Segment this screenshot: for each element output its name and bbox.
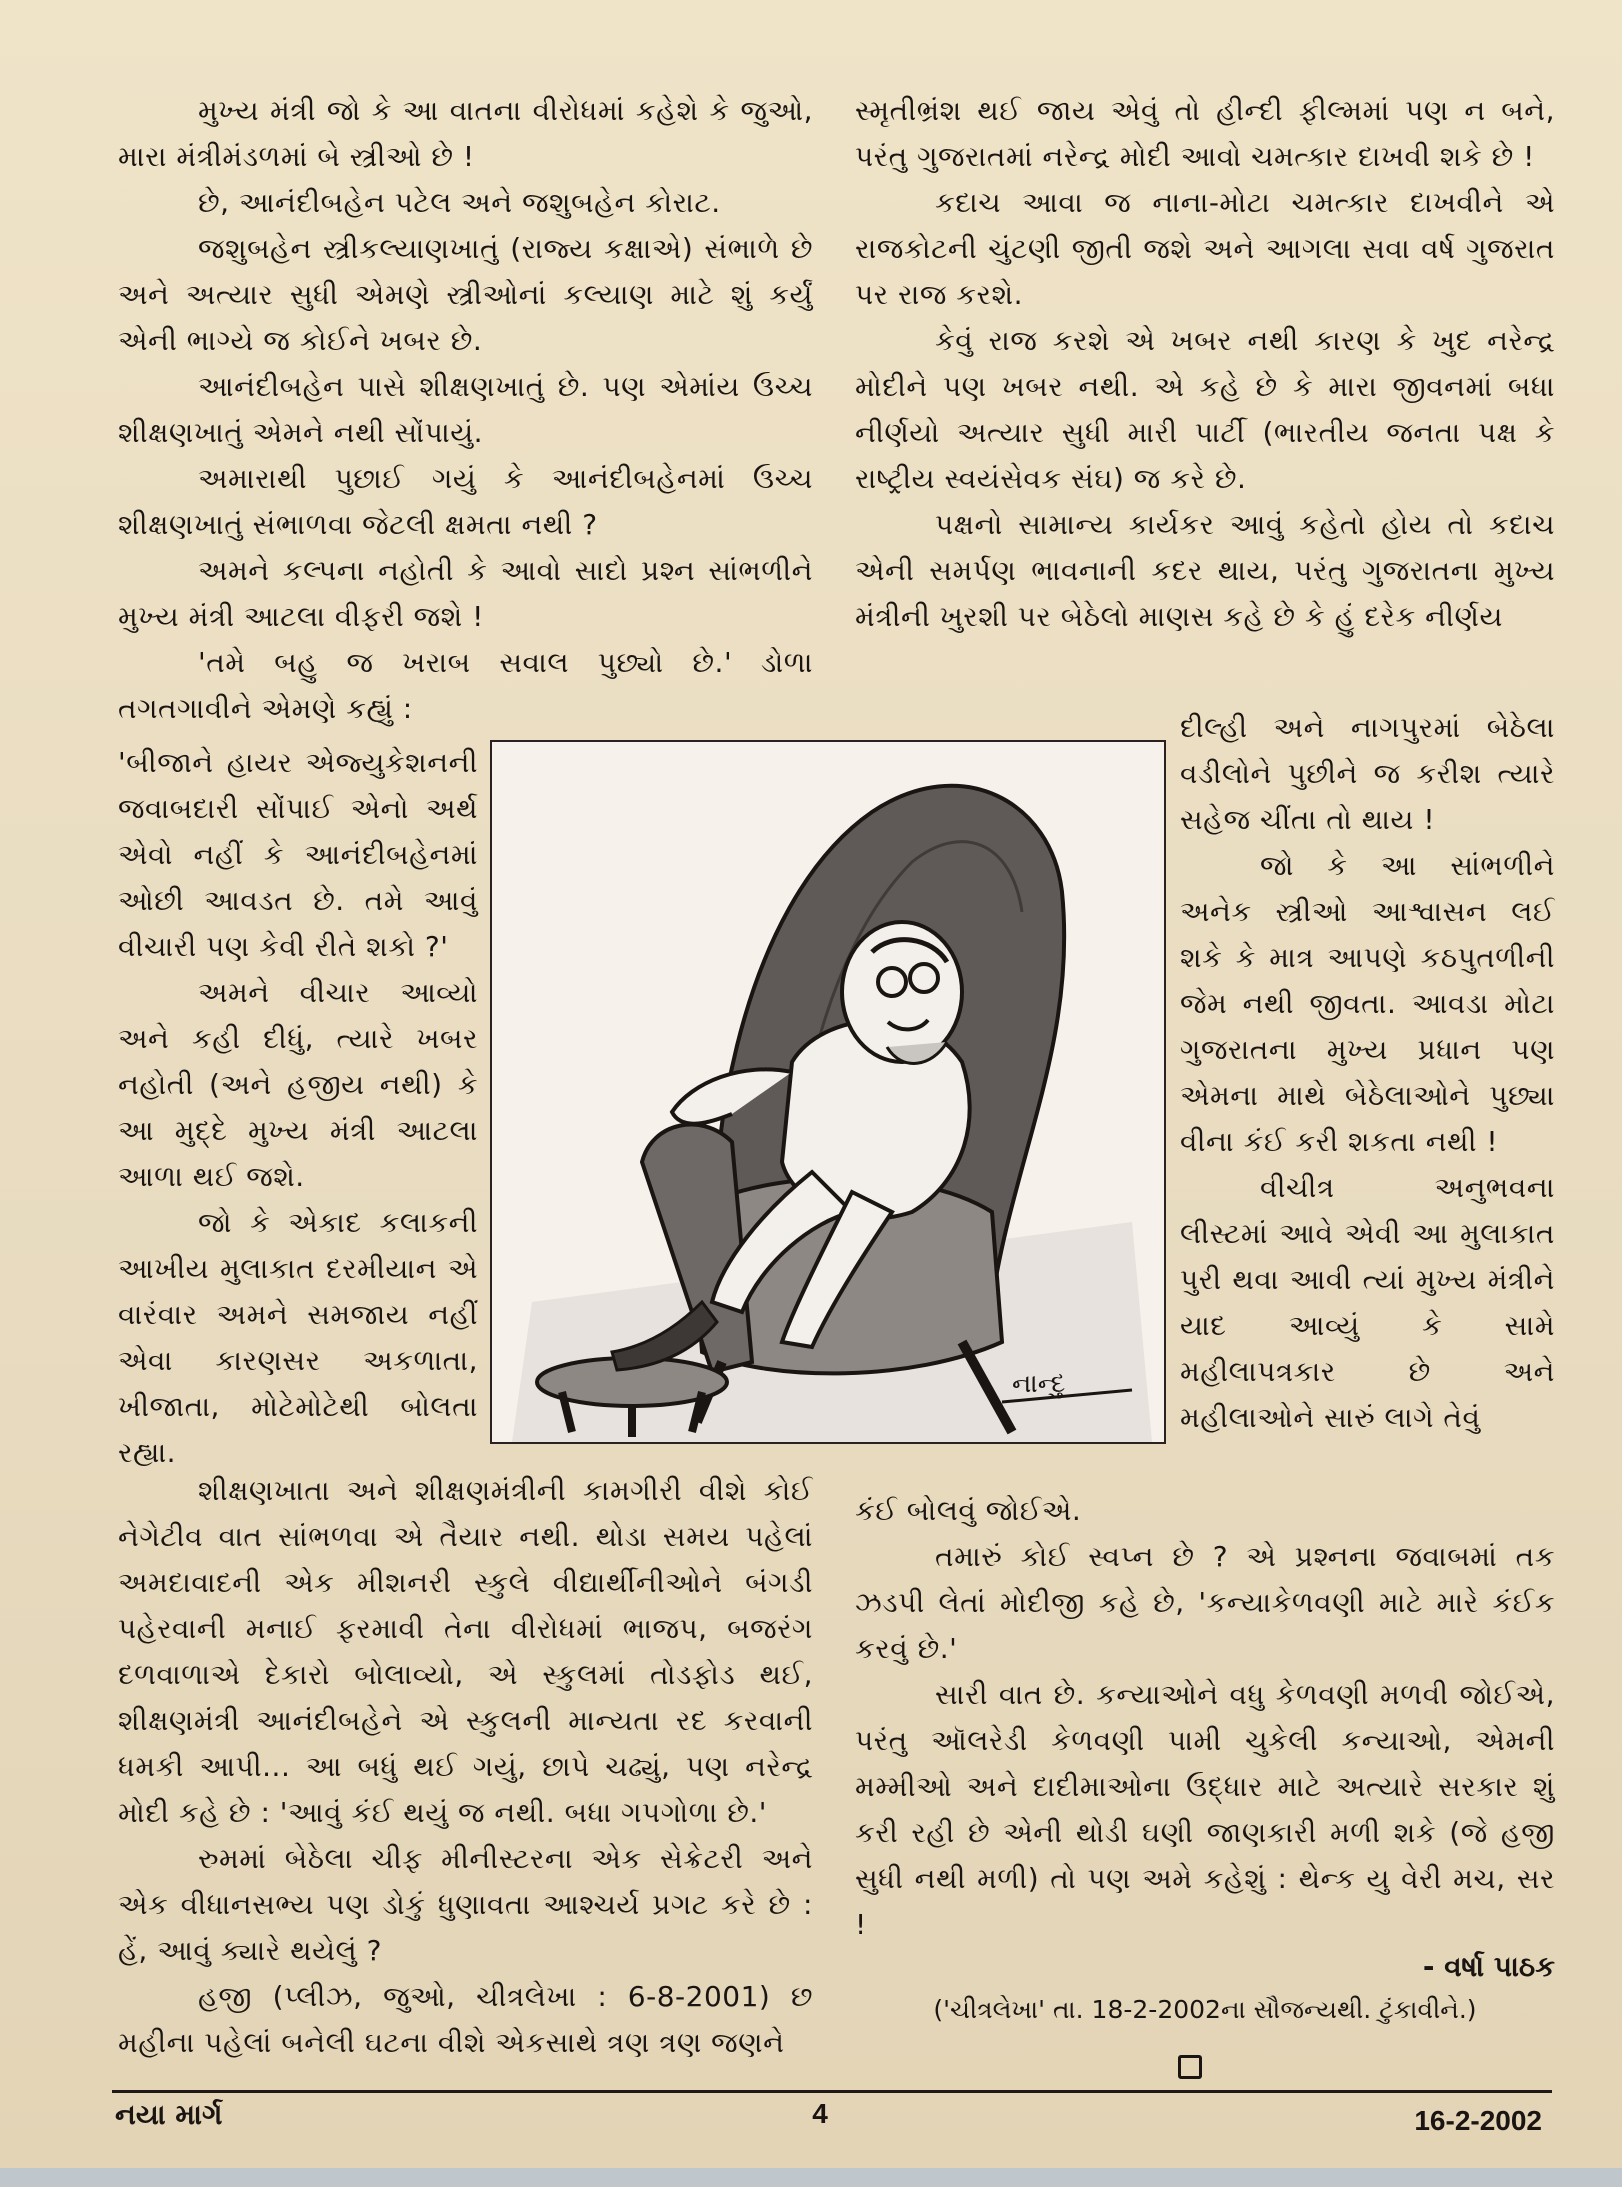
- paragraph: જો કે એકાદ કલાકની આખીય મુલાકાત દરમીયાન એ વારંવાર અમને સમજાય નહીં એવા કારણસર અકળાતા, ખીજાતા, મોટેમોટેથી બોલતા રહ્યા.: [118, 1206, 478, 1469]
- paragraph: 'તમે બહુ જ ખરાબ સવાલ પુછ્યો છે.' ડોળા તગતગાવીને એમણે કહ્યું :: [118, 646, 813, 725]
- column-right-bottom: [855, 1488, 1555, 1948]
- cartoon-artist-signature: નાન્દુ: [1012, 1369, 1066, 1399]
- paragraph: દીલ્હી અને નાગપુરમાં બેઠેલા વડીલોને પુછીને જ કરીશ ત્યારે સહેજ ચીંતા તો થાય !: [1180, 711, 1555, 836]
- end-mark-icon: [1178, 2055, 1202, 2079]
- paragraph: સ્મૃતીભ્રંશ થઈ જાય એવું તો હીન્દી ફીલ્મમાં પણ ન બને, પરંતુ ગુજરાતમાં નરેન્દ્ર મોદી આવો ચમત્કાર દાખવી શકે છે !: [855, 94, 1555, 173]
- paragraph: આનંદીબહેન પાસે શીક્ષણખાતું છે. પણ એમાંય ઉચ્ચ શીક્ષણખાતું એમને નથી સોંપાયું.: [118, 370, 813, 449]
- paragraph: રુમમાં બેઠેલા ચીફ મીનીસ્ટરના એક સેક્રેટરી અને એક વીધાનસભ્ય પણ ડોકું ધુણાવતા આશ્ચર્ય પ્રગટ કરે છે : હેં, આવું ક્યારે થયેલું ?: [118, 1842, 813, 1967]
- paragraph: 'બીજાને હાયર એજ્યુકેશનની જવાબદારી સોંપાઈ એનો અર્થ એવો નહીં કે આનંદીબહેનમાં ઓછી આવડત છે. તમે આવું વીચારી પણ કેવી રીતે શકો ?': [118, 746, 478, 963]
- footer-divider: [112, 2090, 1552, 2093]
- column-right-wrap: [1180, 705, 1555, 1441]
- paragraph: હજી (પ્લીઝ, જુઓ, ચીત્રલેખા : 6-8-2001) છ મહીના પહેલાં બનેલી ઘટના વીશે એકસાથે ત્રણ ત્રણ જણને: [118, 1980, 813, 2059]
- paragraph: મુખ્ય મંત્રી જો કે આ વાતના વીરોધમાં કહેશે કે જુઓ, મારા મંત્રીમંડળમાં બે સ્ત્રીઓ છે !: [118, 94, 813, 173]
- cartoon-illustration: [490, 740, 1166, 1444]
- paragraph: અમને વીચાર આવ્યો અને કહી દીધું, ત્યારે ખબર નહોતી (અને હજીય નથી) કે આ મુદ્દે મુખ્ય મંત્રી આટલા આળા થઈ જશે.: [118, 976, 478, 1193]
- paragraph: અમારાથી પુછાઈ ગયું કે આનંદીબહેનમાં ઉચ્ચ શીક્ષણખાતું સંભાળવા જેટલી ક્ષમતા નથી ?: [118, 462, 813, 541]
- paragraph: કંઈ બોલવું જોઈએ.: [855, 1494, 1082, 1527]
- scan-edge: [0, 2168, 1622, 2187]
- issue-date: 16-2-2002: [1414, 2105, 1542, 2136]
- column-left-bottom: [118, 1468, 813, 2066]
- page-number: 4: [812, 2098, 828, 2129]
- column-left-wrap: [118, 740, 478, 1476]
- paragraph: તમારું કોઈ સ્વપ્ન છે ? એ પ્રશ્નના જવાબમાં તક ઝડપી લેતાં મોદીજી કહે છે, 'કન્યાકેળવણી માટે મારે કંઈક કરવું છે.': [855, 1540, 1555, 1665]
- source-credit: ('ચીત્રલેખા' તા. 18-2-2002ના સૌજન્યથી. ટુંકાવીને.): [933, 1995, 1477, 2024]
- column-right-top: [855, 88, 1555, 640]
- cartoon-man-in-armchair-icon: [492, 742, 1164, 1442]
- column-left-top: [118, 88, 813, 732]
- author-signature: - વર્ષા પાઠક: [1422, 1950, 1555, 1983]
- paragraph: કેવું રાજ કરશે એ ખબર નથી કારણ કે ખુદ નરેન્દ્ર મોદીને પણ ખબર નથી. એ કહે છે કે મારા જીવનમાં બધા નીર્ણયો અત્યાર સુધી મારી પાર્ટી (ભારતીય જનતા પક્ષ કે રાષ્ટ્રીય સ્વયંસેવક સંઘ) જ કરે છે.: [855, 324, 1555, 495]
- paragraph: કદાચ આવા જ નાના-મોટા ચમત્કાર દાખવીને એ રાજકોટની ચુંટણી જીતી જશે અને આગલા સવા વર્ષ ગુજરાત પર રાજ કરશે.: [855, 186, 1555, 311]
- paragraph: પક્ષનો સામાન્ય કાર્યકર આવું કહેતો હોય તો કદાચ એની સમર્પણ ભાવનાની કદર થાય, પરંતુ ગુજરાતના મુખ્ય મંત્રીની ખુરશી પર બેઠેલો માણસ કહે છે કે હું દરેક નીર્ણય: [855, 508, 1555, 633]
- paragraph: સારી વાત છે. કન્યાઓને વધુ કેળવણી મળવી જોઈએ, પરંતુ ઑલરેડી કેળવણી પામી ચુકેલી કન્યાઓ, એમની મમ્મીઓ અને દાદીમાઓના ઉદ્ધાર માટે અત્યારે સરકાર શું કરી રહી છે એની થોડી ઘણી જાણકારી મળી શકે (જે હજી સુધી નથી મળી) તો પણ અમે કહેશું : થેન્ક યુ વેરી મચ, સર !: [855, 1678, 1555, 1941]
- paragraph: શીક્ષણખાતા અને શીક્ષણમંત્રીની કામગીરી વીશે કોઈ નેગેટીવ વાત સાંભળવા એ તૈયાર નથી. થોડા સમય પહેલાં અમદાવાદની એક મીશનરી સ્કુલે વીદ્યાર્થીનીઓને બંગડી પહેરવાની મનાઈ ફરમાવી તેના વીરોધમાં ભાજપ, બજરંગ દળવાળાએ દેકારો બોલાવ્યો, એ સ્કુલમાં તોડફોડ થઈ, શીક્ષણમંત્રી આનંદીબહેને એ સ્કુલની માન્યતા રદ કરવાની ધમકી આપી... આ બધું થઈ ગયું, છાપે ચઢ્યું, પણ નરેન્દ્ર મોદી કહે છે : 'આવું કંઈ થયું જ નથી. બધા ગપગોળા છે.': [118, 1474, 813, 1829]
- paragraph: વીચીત્ર અનુભવના લીસ્ટમાં આવે એવી આ મુલાકાત પુરી થવા આવી ત્યાં મુખ્ય મંત્રીને યાદ આવ્યું કે સામે મહીલાપત્રકાર છે અને મહીલાઓને સારું લાગે તેવું: [1180, 1171, 1555, 1434]
- paragraph: જો કે આ સાંભળીને અનેક સ્ત્રીઓ આશ્વાસન લઈ શકે કે માત્ર આપણે કઠપુતળીની જેમ નથી જીવતા. આવડા મોટા ગુજરાતના મુખ્ય પ્રધાન પણ એમના માથે બેઠેલાઓને પુછ્યા વીના કંઈ કરી શકતા નથી !: [1180, 849, 1555, 1158]
- paragraph: છે, આનંદીબહેન પટેલ અને જશુબહેન કોરાટ.: [198, 186, 721, 219]
- paragraph: જશુબહેન સ્ત્રીકલ્યાણખાતું (રાજ્ય કક્ષાએ) સંભાળે છે અને અત્યાર સુધી એમણે સ્ત્રીઓનાં કલ્યાણ માટે શું કર્યું એની ભાગ્યે જ કોઈને ખબર છે.: [118, 232, 813, 357]
- publication-name: નયા માર્ગ: [115, 2098, 223, 2131]
- paragraph: અમને કલ્પના નહોતી કે આવો સાદો પ્રશ્ન સાંભળીને મુખ્ય મંત્રી આટલા વીફરી જશે !: [118, 554, 813, 633]
